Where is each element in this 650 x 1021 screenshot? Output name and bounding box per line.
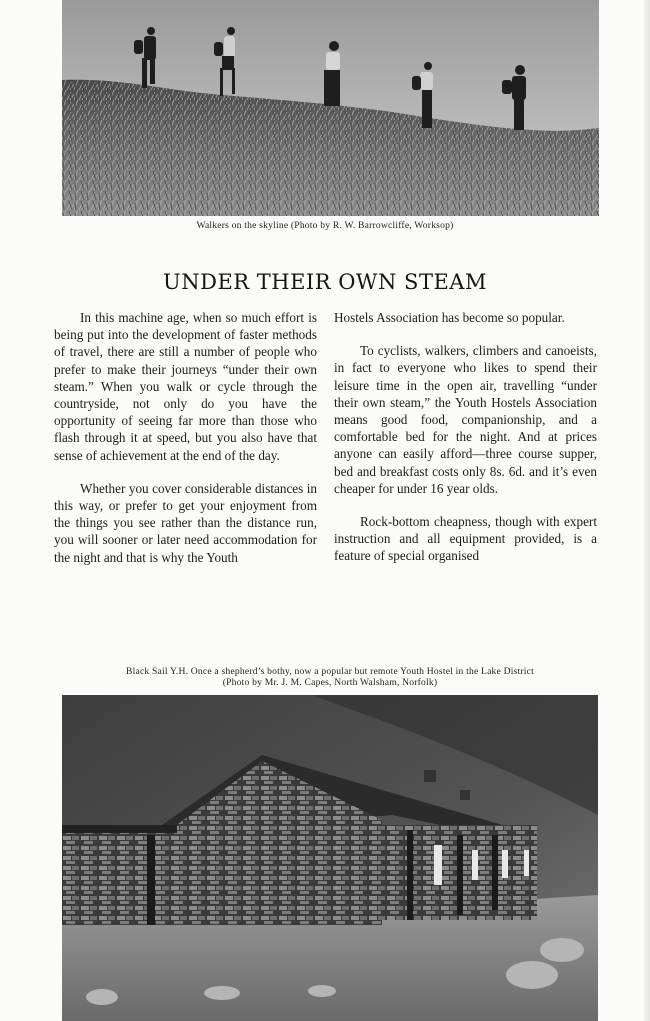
walkers-photo [62,0,599,216]
paragraph-cyclists-walkers: To cyclists, walkers, climbers and canoeists, in fact to everyone who likes to spend their leisure time in the open air, travelling “under their own steam,” the Youth Hostels Association means good food, companionship, and a comfortable bed for the night. And at prices anyone can easily afford—three course supper, bed and breakfast costs only 8s. 6d. and it’s even cheaper for under 16 year olds. [334,343,597,496]
walkers-photo-image [62,0,599,216]
paragraph-rock-bottom: Rock-bottom cheapness, though with expert instruction and all equipment provided, is a feature of special organised [334,514,597,564]
paragraph-considerable-distances: Whether you cover considerable distances in this way, or prefer to get your enjoyment from the things you see rather than the distance run, you will sooner or later need accommodation for the night and that is why the Youth [54,480,317,565]
article-title: UNDER THEIR OWN STEAM [163,270,487,295]
article-left-column [54,309,317,582]
hostel-photo-image [62,695,598,1021]
hostel-caption-line2: (Photo by Mr. J. M. Capes, North Walsham, Norfolk) [222,677,438,688]
hostel-photo-caption [40,666,620,688]
page-edge [644,0,650,1021]
article-right-column [334,309,597,581]
paragraph-hostels-popular: Hostels Association has become so popular. [334,310,565,325]
hostel-caption-line1: Black Sail Y.H. Once a shepherd’s bothy, now a popular but remote Youth Hostel in the Lake District [126,666,534,677]
paragraph-machine-age: In this machine age, when so much effort is being put into the development of faster methods of travel, there are still a number of people who prefer to make their journeys “under their own steam.” When you walk or cycle through the countryside, not only do you have the opportunity of seeing far more than those who flash through it at speed, but you also have that sense of achievement at the end of the day. [54,310,317,463]
walkers-photo-caption: Walkers on the skyline (Photo by R. W. Barrowcliffe, Worksop) [196,220,454,231]
hostel-photo [62,695,598,1021]
